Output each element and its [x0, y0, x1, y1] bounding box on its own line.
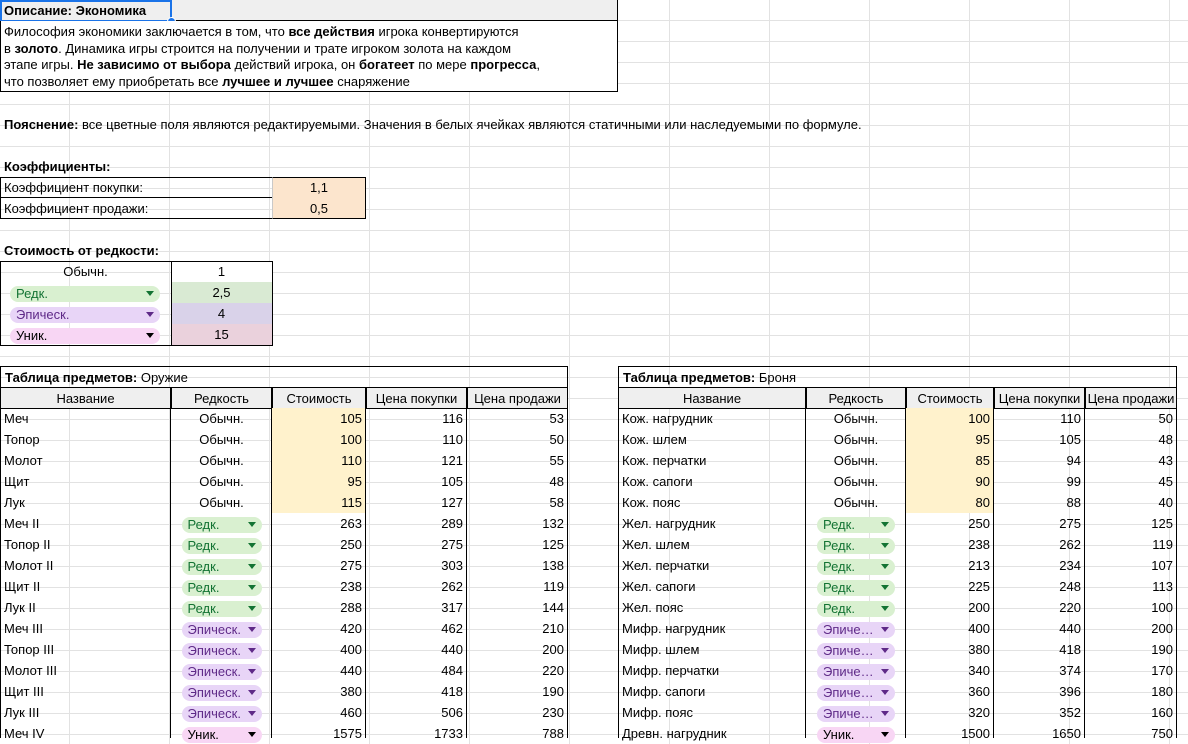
rarity-value-cell[interactable]: 4 [171, 303, 272, 324]
weapons-buy-cell: 127 [441, 495, 463, 510]
armor-cost-cell: 238 [968, 537, 990, 552]
rarity-chip[interactable] [182, 601, 262, 617]
description-bold: прогресса [470, 57, 537, 72]
note-body: все цветные поля являются редактируемыми. Значения в белых ячейках являются статичными или наследуемыми по формуле. [82, 117, 862, 132]
weapons-border [0, 408, 1, 738]
weapons-title [0, 366, 568, 388]
chevron-down-icon [248, 585, 256, 590]
armor-buy-cell: 94 [1066, 453, 1081, 468]
weapons-buy-cell: 121 [441, 453, 463, 468]
weapons-name-cell: Топор [4, 432, 40, 447]
rarity-chip-label: Эпиче… [823, 642, 874, 658]
weapons-border [466, 408, 467, 738]
weapons-rarity-cell[interactable] [171, 555, 272, 576]
armor-name-cell: Кож. нагрудник [622, 411, 713, 426]
weapons-name-cell: Меч [4, 411, 29, 426]
description-text [4, 24, 614, 90]
weapons-buy-cell: 484 [441, 663, 463, 678]
rarity-chip[interactable] [10, 286, 160, 302]
chevron-down-icon [881, 669, 889, 674]
description-line: что позволяет ему приобретать все лучшее и лучшее снаряжение [4, 73, 410, 89]
weapons-buy-cell: 1733 [434, 726, 463, 741]
rarity-chip-label: Уник. [16, 327, 48, 343]
weapons-title-bold: Таблица предметов: [5, 370, 141, 385]
chevron-down-icon [146, 333, 154, 338]
armor-name-cell: Кож. перчатки [622, 453, 707, 468]
rarity-chip-label: Эпическ. [16, 306, 70, 322]
rarity-value-cell[interactable]: 1 [171, 261, 272, 282]
chevron-down-icon [881, 543, 889, 548]
coef-buy-label: Коэффициент покупки: [4, 180, 143, 195]
armor-header-1: Редкость [806, 387, 906, 409]
armor-border [805, 408, 806, 738]
chevron-down-icon [881, 585, 889, 590]
rarity-chip-label: Эпическ. [187, 642, 241, 658]
weapons-title-name: Оружие [140, 370, 188, 385]
armor-buy-cell: 418 [1059, 642, 1081, 657]
chevron-down-icon [881, 606, 889, 611]
rarity-label-cell: Обычн. [63, 264, 108, 279]
armor-buy-cell: 440 [1059, 621, 1081, 636]
weapons-cost-cell: 400 [340, 642, 362, 657]
weapons-rarity-cell[interactable] [171, 681, 272, 702]
weapons-sell-cell: 190 [542, 684, 564, 699]
armor-buy-cell: 1650 [1052, 726, 1081, 741]
weapons-rarity-cell: Обычн. [199, 495, 244, 510]
armor-rarity-cell: Обычн. [833, 432, 879, 447]
weapons-border [567, 408, 568, 738]
weapons-rarity-cell[interactable] [171, 513, 272, 534]
weapons-name-cell: Щит II [4, 579, 41, 594]
chevron-down-icon [881, 564, 889, 569]
weapons-rarity-cell: Обычн. [199, 432, 244, 447]
armor-sell-cell: 45 [1158, 474, 1173, 489]
armor-sell-cell: 43 [1158, 453, 1173, 468]
armor-sell-cell: 48 [1158, 432, 1173, 447]
armor-buy-cell: 234 [1059, 558, 1081, 573]
weapons-buy-cell: 116 [442, 411, 463, 426]
rarity-chip-label: Редк. [187, 579, 220, 595]
armor-rarity-cell[interactable] [806, 597, 906, 618]
armor-rarity-cell[interactable] [806, 681, 906, 702]
rarity-chip[interactable] [817, 538, 895, 554]
description-bold: золото [14, 40, 59, 56]
armor-sell-cell: 160 [1151, 705, 1173, 720]
armor-buy-cell: 110 [1060, 411, 1081, 426]
weapons-header-1: Редкость [171, 387, 272, 409]
rarity-chip-label: Редк. [823, 558, 855, 574]
rarity-divider [171, 261, 172, 345]
rarity-chip[interactable] [182, 538, 262, 554]
armor-cost-cell[interactable]: 80 [906, 492, 994, 513]
weapons-cost-cell[interactable]: 95 [272, 471, 366, 492]
armor-sell-cell: 750 [1151, 726, 1173, 741]
armor-buy-cell: 220 [1059, 600, 1081, 615]
rarity-chip-label: Редк. [823, 537, 855, 553]
armor-sell-cell: 190 [1151, 642, 1173, 657]
rarity-chip-label: Эпиче… [823, 705, 874, 721]
armor-name-cell: Мифр. перчатки [622, 663, 720, 678]
rarity-cost-title: Стоимость от редкости: [4, 243, 159, 258]
weapons-name-cell: Щит [4, 474, 30, 489]
armor-sell-cell: 50 [1158, 411, 1173, 426]
armor-name-cell: Жел. нагрудник [622, 516, 716, 531]
weapons-cost-cell: 440 [340, 663, 362, 678]
armor-header-4: Цена продажи [1085, 387, 1177, 409]
armor-cost-cell: 213 [968, 558, 990, 573]
armor-rarity-cell[interactable] [806, 513, 906, 534]
weapons-name-cell: Топор III [4, 642, 55, 657]
rarity-chip-label: Эпиче… [823, 621, 874, 637]
armor-sell-cell: 119 [1152, 537, 1173, 552]
weapons-sell-cell: 138 [542, 558, 564, 573]
chevron-down-icon [248, 732, 256, 737]
chevron-down-icon [881, 690, 889, 695]
armor-buy-cell: 396 [1059, 684, 1081, 699]
armor-rarity-cell[interactable] [806, 555, 906, 576]
weapons-name-cell: Лук III [4, 705, 40, 720]
chevron-down-icon [248, 669, 256, 674]
rarity-chip-label: Эпическ. [187, 663, 241, 679]
armor-name-cell: Мифр. шлем [622, 642, 700, 657]
weapons-buy-cell: 418 [441, 684, 463, 699]
weapons-buy-cell: 262 [441, 579, 463, 594]
armor-cost-cell[interactable]: 85 [906, 450, 994, 471]
armor-cost-cell[interactable]: 100 [906, 408, 994, 429]
weapons-buy-cell: 462 [441, 621, 463, 636]
armor-name-cell: Кож. сапоги [622, 474, 693, 489]
armor-rarity-cell: Обычн. [833, 474, 879, 489]
chevron-down-icon [146, 291, 154, 296]
armor-cost-cell: 1500 [961, 726, 990, 741]
armor-name-cell: Древн. нагрудник [622, 726, 727, 741]
armor-name-cell: Жел. пояс [622, 600, 684, 615]
rarity-chip[interactable] [182, 643, 262, 659]
chevron-down-icon [146, 312, 154, 317]
armor-buy-cell: 275 [1059, 516, 1081, 531]
weapons-sell-cell: 53 [549, 411, 564, 426]
rarity-chip[interactable] [182, 559, 262, 575]
armor-header-2: Стоимость [906, 387, 994, 409]
rarity-chip-label: Уник. [823, 726, 855, 742]
weapons-sell-cell: 220 [542, 663, 564, 678]
weapons-rarity-cell: Обычн. [199, 411, 244, 426]
armor-sell-cell: 107 [1151, 558, 1173, 573]
armor-cost-cell: 225 [968, 579, 990, 594]
weapons-sell-cell: 125 [542, 537, 564, 552]
coef-sell-label: Коэффициент продажи: [4, 201, 149, 216]
chevron-down-icon [248, 564, 256, 569]
armor-header-0: Название [618, 387, 806, 409]
rarity-chip-label: Эпическ. [187, 621, 241, 637]
description-bold: Не зависимо от выбора [77, 57, 231, 72]
weapons-buy-cell: 105 [441, 474, 463, 489]
armor-rarity-cell[interactable] [806, 660, 906, 681]
armor-title-bold: Таблица предметов: [623, 370, 759, 385]
chevron-down-icon [248, 606, 256, 611]
weapons-sell-cell: 144 [542, 600, 564, 615]
armor-rarity-cell: Обычн. [833, 411, 879, 426]
armor-sell-cell: 125 [1151, 516, 1173, 531]
chevron-down-icon [881, 627, 889, 632]
weapons-sell-cell: 132 [542, 516, 564, 531]
weapons-cost-cell: 420 [340, 621, 362, 636]
armor-name-cell: Жел. сапоги [622, 579, 696, 594]
armor-name-cell: Жел. перчатки [622, 558, 710, 573]
weapons-name-cell: Молот II [4, 558, 54, 573]
weapons-name-cell: Меч II [4, 516, 40, 531]
rarity-chip-label: Редк. [187, 537, 220, 553]
chevron-down-icon [248, 648, 256, 653]
weapons-cost-cell: 460 [340, 705, 362, 720]
coefficients-title: Коэффициенты: [4, 159, 111, 174]
note-label: Пояснение: [4, 117, 83, 132]
armor-cost-cell: 200 [968, 600, 990, 615]
weapons-buy-cell: 303 [441, 558, 463, 573]
armor-border [993, 408, 994, 738]
rarity-chip-label: Эпиче… [823, 663, 874, 679]
weapons-name-cell: Молот III [4, 663, 57, 678]
weapons-sell-cell: 48 [549, 474, 564, 489]
weapons-cost-cell[interactable]: 110 [272, 450, 366, 471]
armor-title-name: Броня [758, 370, 797, 385]
armor-buy-cell: 352 [1059, 705, 1081, 720]
weapons-sell-cell: 58 [549, 495, 564, 510]
armor-cost-cell: 360 [968, 684, 990, 699]
armor-cost-cell[interactable]: 95 [906, 429, 994, 450]
rarity-chip[interactable] [817, 664, 895, 680]
rarity-chip[interactable] [817, 559, 895, 575]
rarity-chip[interactable] [817, 517, 895, 533]
weapons-name-cell: Топор II [4, 537, 51, 552]
weapons-header-4: Цена продажи [467, 387, 568, 409]
rarity-chip-label: Редк. [187, 516, 220, 532]
weapons-sell-cell: 210 [542, 621, 564, 636]
rarity-chip[interactable] [182, 727, 262, 743]
weapons-rarity-cell[interactable] [171, 639, 272, 660]
weapons-cost-cell: 1575 [333, 726, 362, 741]
rarity-label-cell[interactable] [0, 282, 171, 303]
rarity-chip[interactable] [10, 328, 160, 344]
rarity-chip[interactable] [817, 580, 895, 596]
chevron-down-icon [248, 543, 256, 548]
armor-name-cell: Мифр. пояс [622, 705, 694, 720]
armor-buy-cell: 262 [1059, 537, 1081, 552]
weapons-border [365, 408, 366, 738]
description-line: Философия экономики заключается в том, что все действия игрока конвертируются [4, 24, 519, 39]
weapons-sell-cell: 788 [542, 726, 564, 741]
rarity-chip-label: Уник. [187, 726, 219, 742]
description-line: этапе игры. Не зависимо от выбора действий игрока, он богатеет по мере прогресса, [4, 57, 540, 72]
armor-sell-cell: 170 [1151, 663, 1173, 678]
weapons-name-cell: Лук II [4, 600, 36, 615]
rarity-chip[interactable] [817, 706, 895, 722]
armor-name-cell: Мифр. нагрудник [622, 621, 726, 636]
armor-border [905, 408, 906, 738]
weapons-buy-cell: 317 [441, 600, 463, 615]
weapons-cost-cell[interactable]: 105 [272, 408, 366, 429]
armor-name-cell: Кож. шлем [622, 432, 687, 447]
weapons-rarity-cell[interactable] [171, 660, 272, 681]
chevron-down-icon [881, 732, 889, 737]
rarity-chip-label: Редк. [823, 516, 855, 532]
weapons-border [271, 408, 272, 738]
weapons-cost-cell: 288 [340, 600, 362, 615]
weapons-cost-cell: 380 [340, 684, 362, 699]
chevron-down-icon [248, 690, 256, 695]
rarity-chip[interactable] [182, 580, 262, 596]
rarity-chip[interactable] [182, 664, 262, 680]
weapons-name-cell: Лук [4, 495, 25, 510]
rarity-chip-label: Редк. [823, 600, 855, 616]
armor-buy-cell: 88 [1066, 495, 1081, 510]
weapons-rarity-cell[interactable] [171, 534, 272, 555]
weapons-name-cell: Щит III [4, 684, 44, 699]
armor-buy-cell: 248 [1059, 579, 1081, 594]
description-bold: лучшее и лучшее [222, 73, 334, 89]
armor-rarity-cell[interactable] [806, 534, 906, 555]
armor-border [1176, 408, 1177, 738]
weapons-cost-cell: 263 [340, 516, 362, 531]
weapons-sell-cell: 50 [549, 432, 564, 447]
armor-border [618, 408, 619, 738]
rarity-chip[interactable] [182, 685, 262, 701]
description-line: в золото. Динамика игры строится на получении и трате игроком золота на каждом [4, 40, 512, 56]
weapons-name-cell: Молот [4, 453, 43, 468]
rarity-chip-label: Редк. [823, 579, 855, 595]
armor-buy-cell: 374 [1059, 663, 1081, 678]
armor-sell-cell: 180 [1151, 684, 1173, 699]
weapons-cost-cell: 275 [340, 558, 362, 573]
rarity-chip-label: Эпическ. [187, 705, 241, 721]
weapons-header-0: Название [0, 387, 171, 409]
weapons-sell-cell: 230 [542, 705, 564, 720]
chevron-down-icon [881, 522, 889, 527]
chevron-down-icon [248, 711, 256, 716]
armor-header-3: Цена покупки [994, 387, 1085, 409]
weapons-cost-cell[interactable]: 115 [272, 492, 366, 513]
rarity-label-cell[interactable] [0, 303, 171, 324]
armor-border [1084, 408, 1085, 738]
armor-sell-cell: 200 [1151, 621, 1173, 636]
weapons-name-cell: Меч III [4, 621, 43, 636]
weapons-cost-cell[interactable]: 100 [272, 429, 366, 450]
weapons-buy-cell: 289 [441, 516, 463, 531]
description-bold: все действия [288, 24, 375, 39]
rarity-chip[interactable] [817, 643, 895, 659]
weapons-rarity-cell[interactable] [171, 576, 272, 597]
note-text [0, 114, 1188, 135]
weapons-sell-cell: 200 [542, 642, 564, 657]
armor-buy-cell: 105 [1059, 432, 1081, 447]
coef-sell-value[interactable]: 0,5 [309, 201, 329, 216]
armor-cost-cell: 320 [968, 705, 990, 720]
weapons-header-2: Стоимость [272, 387, 366, 409]
weapons-rarity-cell[interactable] [171, 618, 272, 639]
armor-cost-cell: 340 [968, 663, 990, 678]
weapons-buy-cell: 440 [441, 642, 463, 657]
weapons-buy-cell: 506 [441, 705, 463, 720]
weapons-buy-cell: 275 [441, 537, 463, 552]
weapons-rarity-cell[interactable] [171, 597, 272, 618]
rarity-chip[interactable] [817, 622, 895, 638]
armor-cost-cell: 400 [968, 621, 990, 636]
rarity-chip[interactable] [817, 685, 895, 701]
chevron-down-icon [248, 627, 256, 632]
rarity-chip-label: Редк. [187, 600, 220, 616]
weapons-header-3: Цена покупки [366, 387, 467, 409]
weapons-rarity-cell[interactable] [171, 723, 272, 744]
armor-name-cell: Мифр. сапоги [622, 684, 706, 699]
armor-rarity-cell[interactable] [806, 723, 906, 744]
armor-cost-cell: 250 [968, 516, 990, 531]
description-title: Описание: Экономика [4, 3, 147, 18]
weapons-cost-cell: 238 [340, 579, 362, 594]
armor-cost-cell: 380 [968, 642, 990, 657]
armor-sell-cell: 100 [1151, 600, 1173, 615]
rarity-chip-label: Эпиче… [823, 684, 874, 700]
weapons-buy-cell: 110 [442, 432, 463, 447]
rarity-chip-label: Редк. [187, 558, 220, 574]
weapons-border [170, 408, 171, 738]
armor-rarity-cell: Обычн. [833, 495, 879, 510]
armor-title [618, 366, 1177, 388]
weapons-sell-cell: 55 [549, 453, 564, 468]
rarity-chip[interactable] [182, 517, 262, 533]
rarity-value-cell[interactable]: 15 [171, 324, 272, 345]
armor-rarity-cell[interactable] [806, 618, 906, 639]
chevron-down-icon [881, 711, 889, 716]
armor-rarity-cell: Обычн. [833, 453, 879, 468]
armor-name-cell: Кож. пояс [622, 495, 681, 510]
rarity-chip-label: Редк. [16, 285, 48, 301]
rarity-chip[interactable] [182, 622, 262, 638]
rarity-label-cell[interactable] [0, 324, 171, 345]
weapons-rarity-cell[interactable] [171, 702, 272, 723]
armor-sell-cell: 113 [1152, 579, 1173, 594]
weapons-rarity-cell: Обычн. [199, 474, 244, 489]
rarity-chip[interactable] [817, 601, 895, 617]
rarity-chip-label: Эпическ. [187, 684, 241, 700]
armor-rarity-cell[interactable] [806, 576, 906, 597]
rarity-chip[interactable] [182, 706, 262, 722]
description-bold: богатеет [358, 57, 415, 72]
rarity-chip[interactable] [817, 727, 895, 743]
chevron-down-icon [881, 648, 889, 653]
armor-rarity-cell[interactable] [806, 702, 906, 723]
armor-buy-cell: 99 [1066, 474, 1081, 489]
chevron-down-icon [248, 522, 256, 527]
coef-buy-value[interactable]: 1,1 [309, 180, 329, 195]
armor-name-cell: Жел. шлем [622, 537, 690, 552]
armor-cost-cell[interactable]: 90 [906, 471, 994, 492]
rarity-value-cell[interactable]: 2,5 [171, 282, 272, 303]
armor-sell-cell: 40 [1158, 495, 1173, 510]
weapons-cost-cell: 250 [340, 537, 362, 552]
weapons-name-cell: Меч IV [4, 726, 45, 741]
rarity-chip[interactable] [10, 307, 160, 323]
weapons-rarity-cell: Обычн. [199, 453, 244, 468]
armor-rarity-cell[interactable] [806, 639, 906, 660]
weapons-sell-cell: 119 [543, 579, 564, 594]
